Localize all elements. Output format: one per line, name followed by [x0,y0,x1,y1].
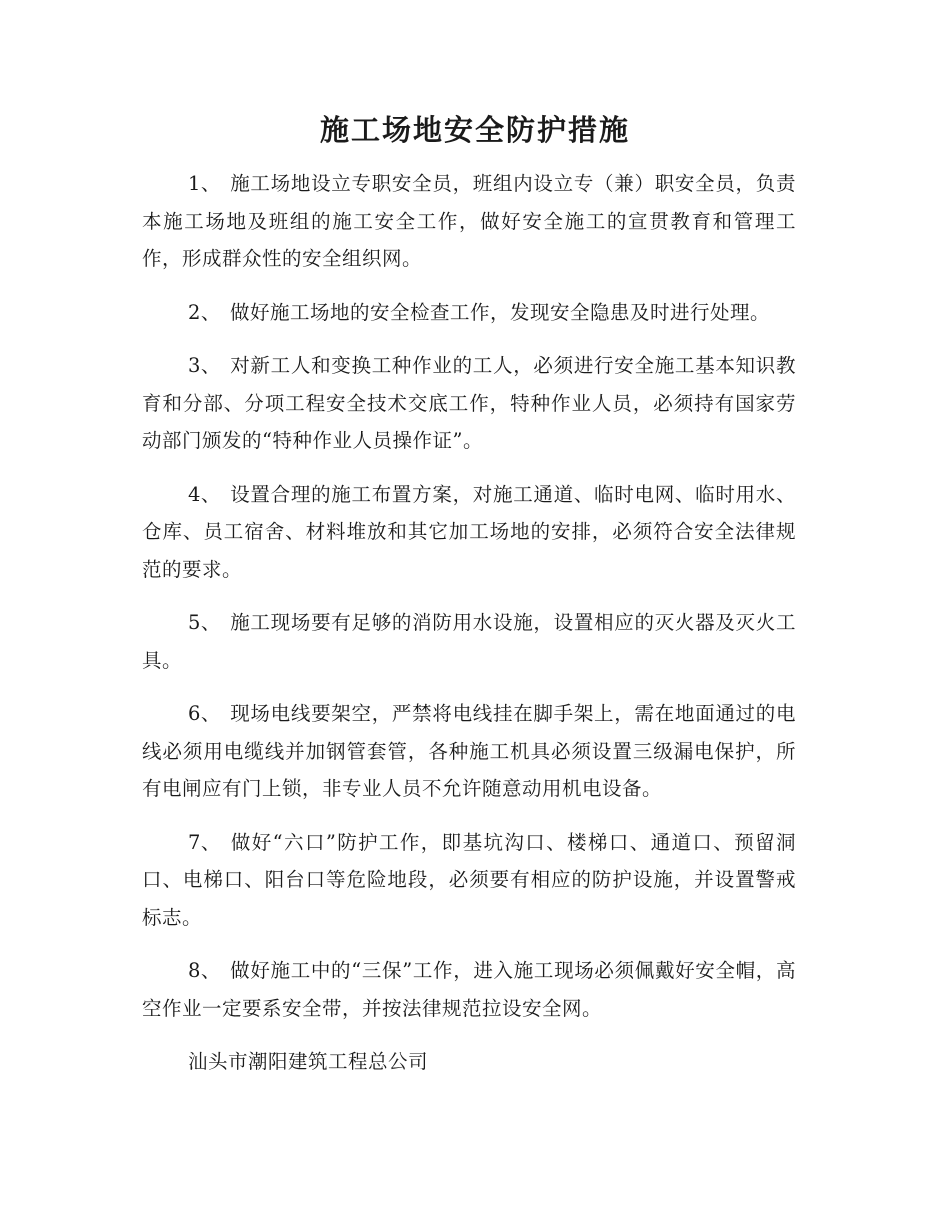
paragraph-text: 对新工人和变换工种作业的工人，必须进行安全施工基本知识教育和分部、分项工程安全技术交底工作，特种作业人员，必须持有国家劳动部门颁发的“特种作业人员操作证”。 [142,354,796,452]
paragraph-text: 施工场地设立专职安全员，班组内设立专（兼）职安全员，负责本施工场地及班组的施工安全工作，做好安全施工的宣贯教育和管理工作，形成群众性的安全组织网。 [142,172,796,270]
paragraph-3 [142,347,796,460]
company-signature: 汕头市潮阳建筑工程总公司 [188,1050,429,1073]
document-body [142,165,796,1081]
paragraph-number: 7、 [188,830,221,854]
paragraph-number: 5、 [188,611,221,634]
paragraph-number: 6、 [188,702,221,725]
paragraph-7 [142,824,796,937]
paragraph-number: 4、 [188,482,221,506]
document-title: 施工场地安全防护措施 [319,113,630,147]
paragraph-number: 3、 [188,354,221,377]
paragraph-2 [142,294,796,332]
paragraph-number: 1、 [188,172,221,195]
paragraph-number: 2、 [188,300,221,324]
paragraph-5 [142,604,796,679]
paragraph-text: 设置合理的施工布置方案，对施工通道、临时电网、临时用水、仓库、员工宿舍、材料堆放和其它加工场地的安排，必须符合安全法律规范的要求。 [142,482,796,581]
paragraph-6 [142,695,796,808]
paragraph-4 [142,476,796,589]
paragraph-text: 施工现场要有足够的消防用水设施，设置相应的灭火器及灭火工具。 [142,611,796,672]
paragraph-1 [142,165,796,278]
paragraph-8 [142,952,796,1027]
paragraph-text: 做好施工中的“三保”工作，进入施工现场必须佩戴好安全帽，高空作业一定要系安全带，并按法律规范拉设安全网。 [142,959,796,1020]
paragraph-text: 做好“六口”防护工作，即基坑沟口、楼梯口、通道口、预留洞口、电梯口、阳台口等危险地段，必须要有相应的防护设施，并设置警戒标志。 [142,830,796,929]
paragraph-text: 现场电线要架空，严禁将电线挂在脚手架上，需在地面通过的电线必须用电缆线并加钢管套管，各种施工机具必须设置三级漏电保护，所有电闸应有门上锁，非专业人员不允许随意动用机电设备。 [142,702,796,800]
paragraph-number: 8、 [188,959,221,982]
paragraph-text: 做好施工场地的安全检查工作，发现安全隐患及时进行处理。 [230,300,771,324]
